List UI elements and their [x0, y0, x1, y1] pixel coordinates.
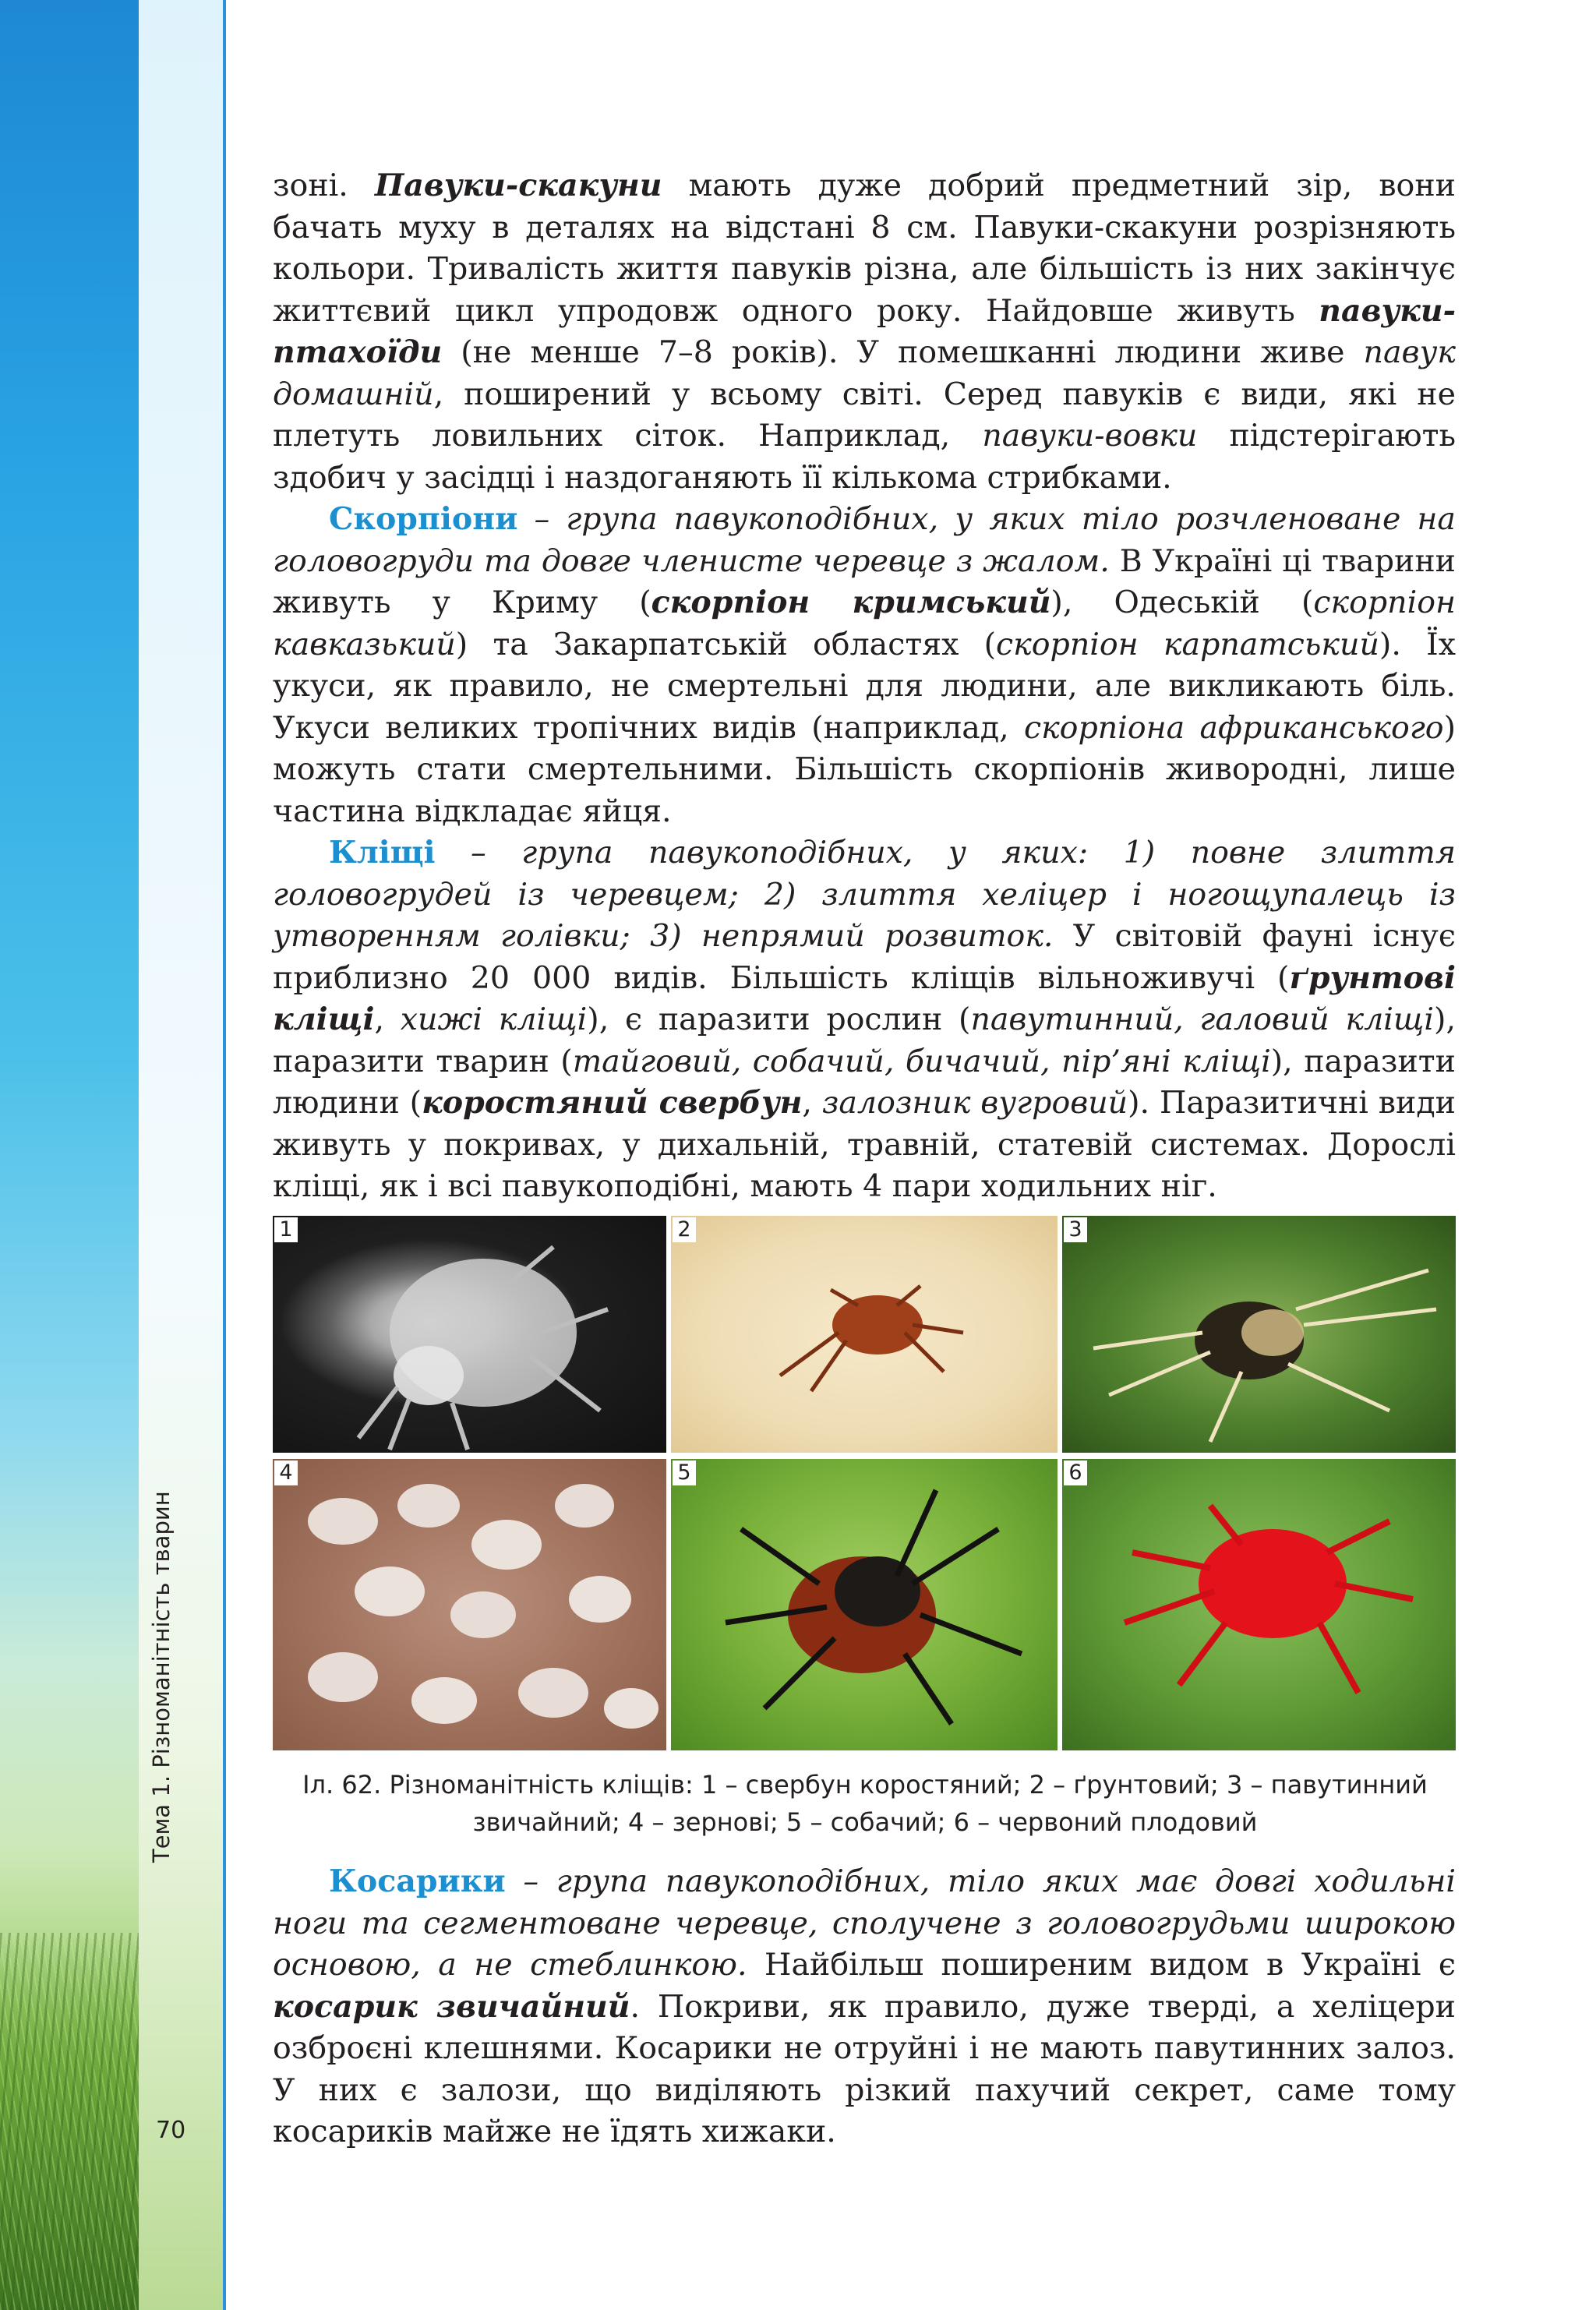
text-block-upper: [273, 165, 1456, 1208]
photo-label-4: 4: [274, 1461, 298, 1485]
photo-label-6: 6: [1064, 1461, 1087, 1485]
red-velvet-mite-illustration: [1062, 1459, 1456, 1750]
topic-title: Тема 1. Різноманітність тварин: [148, 1491, 175, 1863]
figure-caption-line-1: Іл. 62. Різноманітність кліщів: 1 – свербун коростяний; 2 – ґрунтовий; 3 – павутинний: [302, 1770, 1428, 1800]
photo-spider-mite: [1062, 1216, 1456, 1453]
photo-label-2: 2: [673, 1217, 696, 1242]
term-mites: Кліщі: [329, 835, 436, 871]
photo-label-5: 5: [673, 1461, 696, 1485]
paragraph-spiders: зоні. Павуки-скакуни мають дуже добрий предметний зір, вони бачать муху в деталях на відстані 8 см. Павуки-скакуни розрізняють кольори. Тривалість життя павуків різна, але більшість із них закінчує життєвий цикл упродовж одного року. Найдовше живуть павуки-птахоїди (не менше 7–8 років). У помешканні людини живе павук домашній, поширений у всьому світі. Серед павуків є види, які не плетуть ловильних сіток. Наприклад, павуки-вовки підстерігають здобич у засідці і наздоганяють її кількома стрибками.: [273, 168, 1456, 496]
photo-grain-mites: [273, 1459, 666, 1750]
photo-soil-mite: [671, 1216, 1058, 1453]
dog-tick-illustration: [671, 1459, 1058, 1750]
term-scorpions: Скорпіони: [329, 501, 518, 537]
paragraph-mites: Кліщі – група павукоподібних, у яких: 1) повне злиття головогрудей із черевцем; 2) злиття хеліцер і ногощупалець із утворенням голівки; 3) непрямий розвиток. У світовій фауні існує приблизно 20 000 видів. Більшість кліщів вільноживучі (ґрунтові кліщі, хижі кліщі), є паразити рослин (павутинний, галовий кліщі), паразити тварин (тайговий, собачий, бичачий, пір’яні кліщі), паразити людини (коростяний свербун, залозник вугровий). Паразитичні види живуть у покривах, у дихальній, травній, статевій системах. Дорослі кліщі, як і всі павукоподібні, мають 4 пари ходильних ніг.: [273, 835, 1456, 1204]
paragraph-harvestmen: Косарики – група павукоподібних, тіло яких має довгі ходильні ноги та сегментоване черевце, сполучене з головогрудьми широкою основою, а не стеблинкою. Найбільш поширеним видом в Україні є косарик звичайний. Покриви, як правило, дуже тверді, а хеліцери озброєні клешнями. Косарики не отруйні і не мають павутинних залоз. У них є залози, що виділяють різкий пахучий секрет, саме тому косариків майже не їдять хижаки.: [273, 1863, 1456, 2149]
figure-caption: [281, 1766, 1449, 1841]
paragraph-scorpions: Скорпіони – група павукоподібних, у яких тіло розчленоване на головогруди та довге членисте черевце з жалом. В Україні ці тварини живуть у Криму (скорпіон кримський), Одеській (скорпіон кавказький) та Закарпатській областях (скорпіон карпатський). Їх укуси, як правило, не смертельні для людини, але викликають біль. Укуси великих тропічних видів (наприклад, скорпіона африканського) можуть стати смертельними. Більшість скорпіонів живородні, лише частина відкладає яйця.: [273, 501, 1457, 829]
mites-figure: [273, 1216, 1456, 1750]
photo-label-3: 3: [1064, 1217, 1087, 1242]
grain-mites-illustration: [273, 1459, 666, 1750]
side-stripe-light: [139, 0, 224, 2310]
photo-scabies-mite: [273, 1216, 666, 1453]
soil-mite-illustration: [671, 1216, 1058, 1453]
grass-decoration: [0, 1933, 139, 2310]
figure-caption-line-2: звичайний; 4 – зернові; 5 – собачий; 6 – червоний плодовий: [472, 1807, 1258, 1837]
side-stripe-edge: [223, 0, 226, 2310]
photo-label-1: 1: [274, 1217, 298, 1242]
term-harvestmen: Косарики: [329, 1863, 506, 1899]
scabies-mite-illustration: [273, 1216, 666, 1453]
text-block-lower: [273, 1861, 1456, 2153]
photo-dog-tick: [671, 1459, 1058, 1750]
page-number: 70: [156, 2117, 186, 2144]
spider-mite-illustration: [1062, 1216, 1456, 1453]
photo-red-velvet-mite: [1062, 1459, 1456, 1750]
